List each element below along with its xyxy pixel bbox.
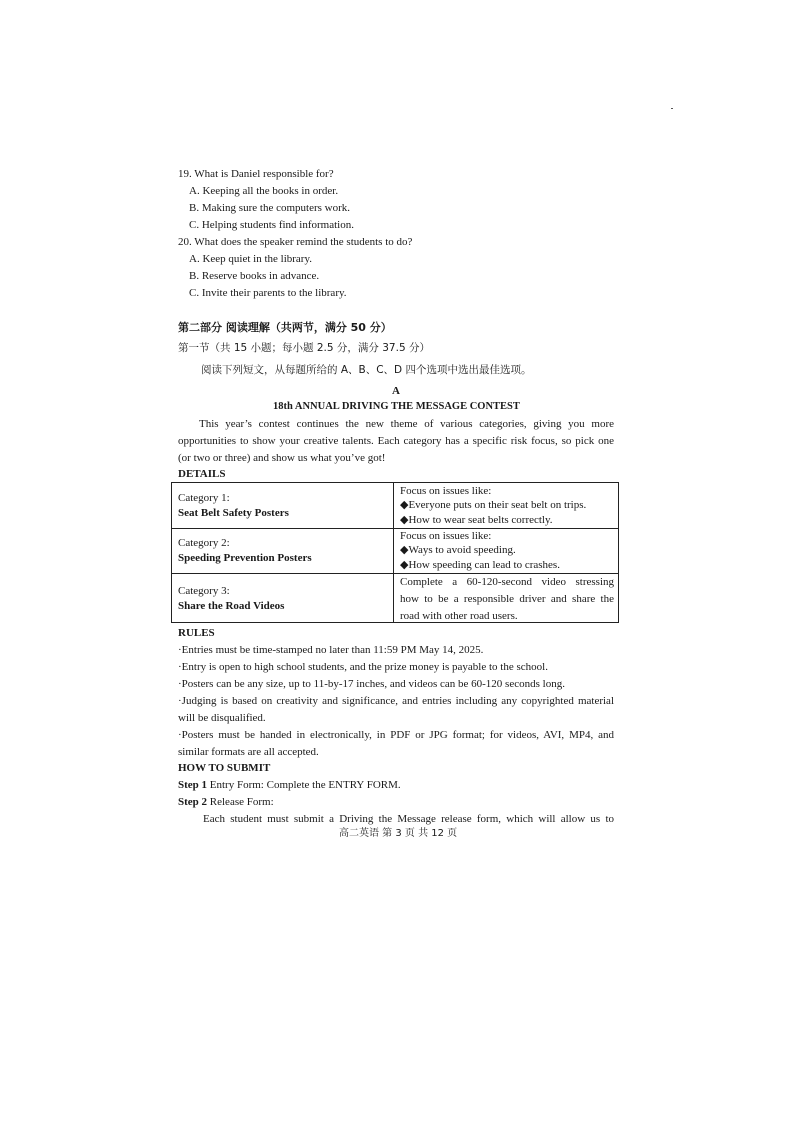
section1-heading: 第一节（共 15 小题；每小题 2.5 分，满分 37.5 分） [178, 342, 430, 354]
details-table [171, 482, 619, 623]
rule-line: ·Entry is open to high school students, and the prize money is payable to the school. [178, 661, 548, 673]
category-3-description: how to be a responsible driver and share the [400, 593, 614, 605]
category-1-number: Category 1: [178, 492, 230, 504]
q20-question: 20. What does the speaker remind the students to do? [178, 236, 413, 248]
step-1 [178, 780, 401, 791]
category-3-description: road with other road users. [400, 610, 518, 622]
q20-option-a: A. Keep quiet in the library. [189, 253, 312, 265]
category-3-name: Share the Road Videos [178, 600, 285, 612]
q20-option-c: C. Invite their parents to the library. [189, 287, 347, 299]
submit-heading: HOW TO SUBMIT [178, 762, 271, 774]
q20-option-b: B. Reserve books in advance. [189, 270, 320, 282]
table-row-divider [172, 528, 618, 529]
rule-line: ·Judging is based on creativity and significance, and entries including any copyrighted material [178, 695, 614, 707]
table-row-divider [172, 573, 618, 574]
rule-line: ·Posters must be handed in electronically, in PDF or JPG format; for videos, AVI, MP4, and [178, 729, 614, 741]
category-3-description: Complete a 60-120-second video stressing [400, 576, 614, 588]
rule-line: will be disqualified. [178, 712, 266, 724]
intro-line-1: This year’s contest continues the new theme of various categories, giving you more [199, 418, 614, 430]
intro-line-2: opportunities to show your creative talents. Each category has a specific risk focus, so pick one [178, 435, 614, 447]
step-2 [178, 797, 274, 808]
category-3-number: Category 3: [178, 585, 230, 597]
intro-line-3: (or two or three) and show us what you’ve got! [178, 452, 386, 464]
step-2-text: Release Form: [207, 796, 274, 808]
category-1-focus-item: ◆Everyone puts on their seat belt on trips. [400, 499, 587, 511]
last-line: Each student must submit a Driving the Message release form, which will allow us to [203, 813, 614, 825]
step-1-label: Step 1 [178, 779, 208, 791]
rule-line: similar formats are all accepted. [178, 746, 319, 758]
category-1-focus-intro: Focus on issues like: [400, 485, 492, 497]
details-heading: DETAILS [178, 468, 226, 480]
q19-option-a: A. Keeping all the books in order. [189, 185, 339, 197]
passage-title: 18th ANNUAL DRIVING THE MESSAGE CONTEST [273, 401, 520, 412]
category-2-focus-item: ◆How speeding can lead to crashes. [400, 559, 560, 571]
table-column-divider [393, 483, 394, 622]
category-1-name: Seat Belt Safety Posters [178, 507, 289, 519]
reading-instruction: 阅读下列短文，从每题所给的 A、B、C、D 四个选项中选出最佳选项。 [201, 364, 532, 376]
rules-heading: RULES [178, 627, 215, 639]
q19-option-c: C. Helping students find information. [189, 219, 354, 231]
rule-line: ·Entries must be time-stamped no later than 11:59 PM May 14, 2025. [178, 644, 484, 656]
passage-letter: A [392, 385, 400, 397]
q19-question: 19. What is Daniel responsible for? [178, 168, 334, 180]
category-1-focus-item: ◆How to wear seat belts correctly. [400, 514, 553, 526]
category-2-name: Speeding Prevention Posters [178, 552, 312, 564]
step-1-text: Entry Form: Complete the ENTRY FORM. [207, 779, 401, 791]
category-2-focus-intro: Focus on issues like: [400, 530, 492, 542]
step-2-label: Step 2 [178, 796, 208, 808]
category-2-focus-item: ◆Ways to avoid speeding. [400, 544, 516, 556]
part2-heading: 第二部分 阅读理解（共两节，满分 50 分） [178, 321, 392, 334]
category-2-number: Category 2: [178, 537, 230, 549]
page-footer: 高二英语 第 3 页 共 12 页 [339, 828, 458, 839]
q19-option-b: B. Making sure the computers work. [189, 202, 350, 214]
rule-line: ·Posters can be any size, up to 11-by-17 inches, and videos can be 60-120 seconds long. [178, 678, 565, 690]
scan-speck [671, 108, 673, 109]
